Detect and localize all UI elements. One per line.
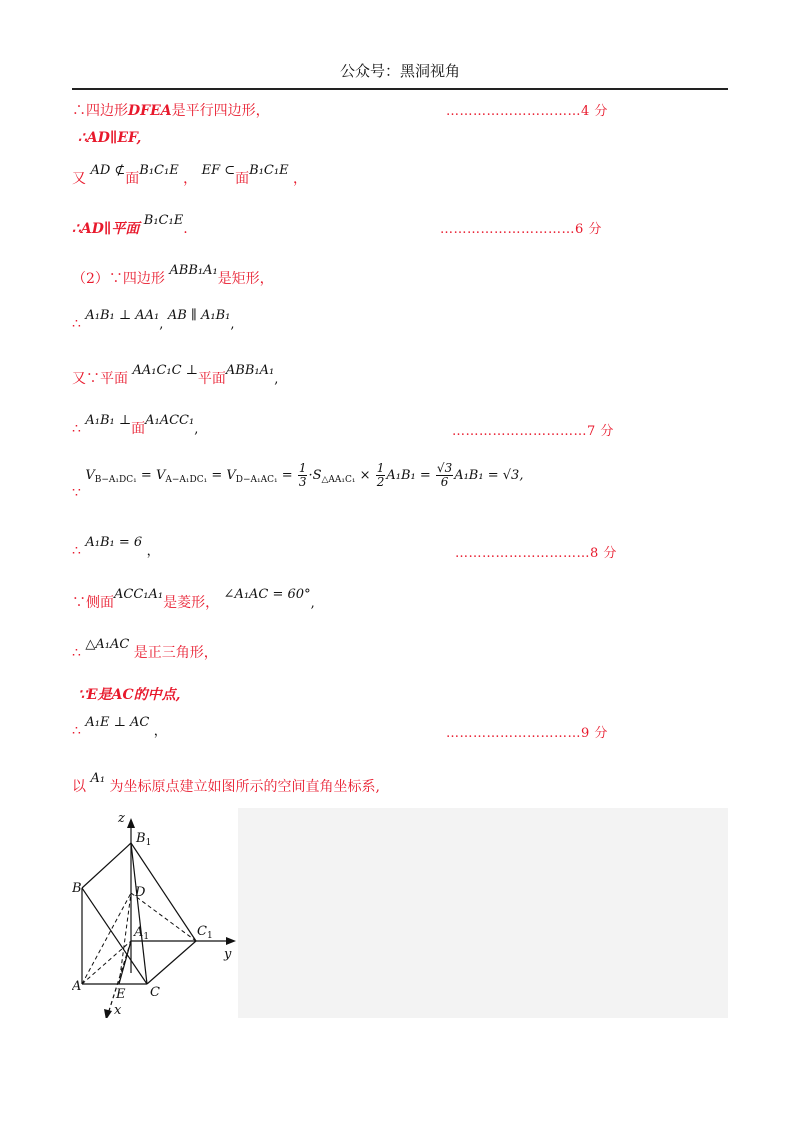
proof-line-4: ∴AD∥平面 B₁C₁E. <box>72 213 188 237</box>
label-z: z <box>118 811 125 826</box>
score-4: …………………………4 分 <box>446 104 608 119</box>
label-E: E <box>116 987 126 1002</box>
fraction-one-third: $\frac{1}{3}$ <box>298 461 307 489</box>
proof-line-11: ∵侧面ACC₁A₁是菱形， ∠A₁AC = 60°, <box>72 587 315 611</box>
score-8: …………………………8 分 <box>455 546 617 561</box>
page-header: 公众号：黑洞视角 <box>339 62 460 80</box>
label-A: A <box>72 979 82 994</box>
volume-equation: $V_{B-A_1DC_1} = V_{A-A_1DC_1} = V_{D-A_1AC_1}$ = $\frac{1}{3}$ $\cdot S_{\triangle AA_1C_1}$ × $\frac{1}{2}$ A₁B₁ = $\frac{√3}{6}$ A₁B₁ = √3, <box>85 461 524 489</box>
proof-line-13: ∵E是AC的中点, <box>78 687 181 703</box>
label-D: D <box>135 885 146 900</box>
label-B1: $B_1$ <box>136 831 152 848</box>
proof-line-12: ∴ △A₁AC 是正三角形， <box>72 637 218 661</box>
label-x: x <box>114 1003 122 1018</box>
proof-line-5: （2）∵四边形 ABB₁A₁是矩形， <box>72 263 274 287</box>
proof-line-7: 又∵平面 AA₁C₁C ⊥平面ABB₁A₁, <box>72 363 279 387</box>
label-C: C <box>150 985 160 1000</box>
proof-line-15: 以 A₁ 为坐标原点建立如图所示的空间直角坐标系, <box>72 771 380 795</box>
proof-line-1: ∴四边形DFEA是平行四边形， <box>72 103 270 119</box>
proof-line-10: ∴ A₁B₁ = 6 ， <box>72 535 160 559</box>
quad-name: DFEA <box>128 103 172 119</box>
proof-line-8: ∴ A₁B₁ ⊥面A₁ACC₁, <box>72 413 199 437</box>
score-6: …………………………6 分 <box>440 222 602 237</box>
fraction-one-half: $\frac{1}{2}$ <box>376 461 385 489</box>
proof-line-6: ∴ A₁B₁ ⊥ AA₁, AB ∥ A₁B₁, <box>72 308 235 332</box>
label-y: y <box>224 947 232 962</box>
score-7: …………………………7 分 <box>452 424 614 439</box>
proof-line-3: 又 AD ⊄面B₁C₁E ， EF ⊂面B₁C₁E ， <box>72 163 308 187</box>
label-B: B <box>72 881 82 896</box>
label-C1: $C_1$ <box>197 924 213 941</box>
label-A1: $A_1$ <box>134 925 150 942</box>
proof-line-9-volume: ∵ $V_{B-A_1DC_1} = V_{A-A_1DC_1} = V_{D-A_1AC_1}$ = $\frac{1}{3}$ $\cdot S_{\triangle AA_1C_1}$ × $\frac{1}{2}$ A₁B₁ = $\frac{√3}{6}$ A₁B₁ = √3, <box>72 461 524 501</box>
proof-line-2: ∴AD∥EF, <box>78 130 142 146</box>
header-rule <box>72 88 728 90</box>
prism-diagram <box>72 808 728 1018</box>
fraction-sqrt3-over-6: $\frac{√3}{6}$ <box>436 461 453 489</box>
proof-line-14: ∴ A₁E ⊥ AC ， <box>72 715 167 739</box>
score-9: …………………………9 分 <box>446 726 608 741</box>
coordinate-figure <box>72 808 728 1018</box>
